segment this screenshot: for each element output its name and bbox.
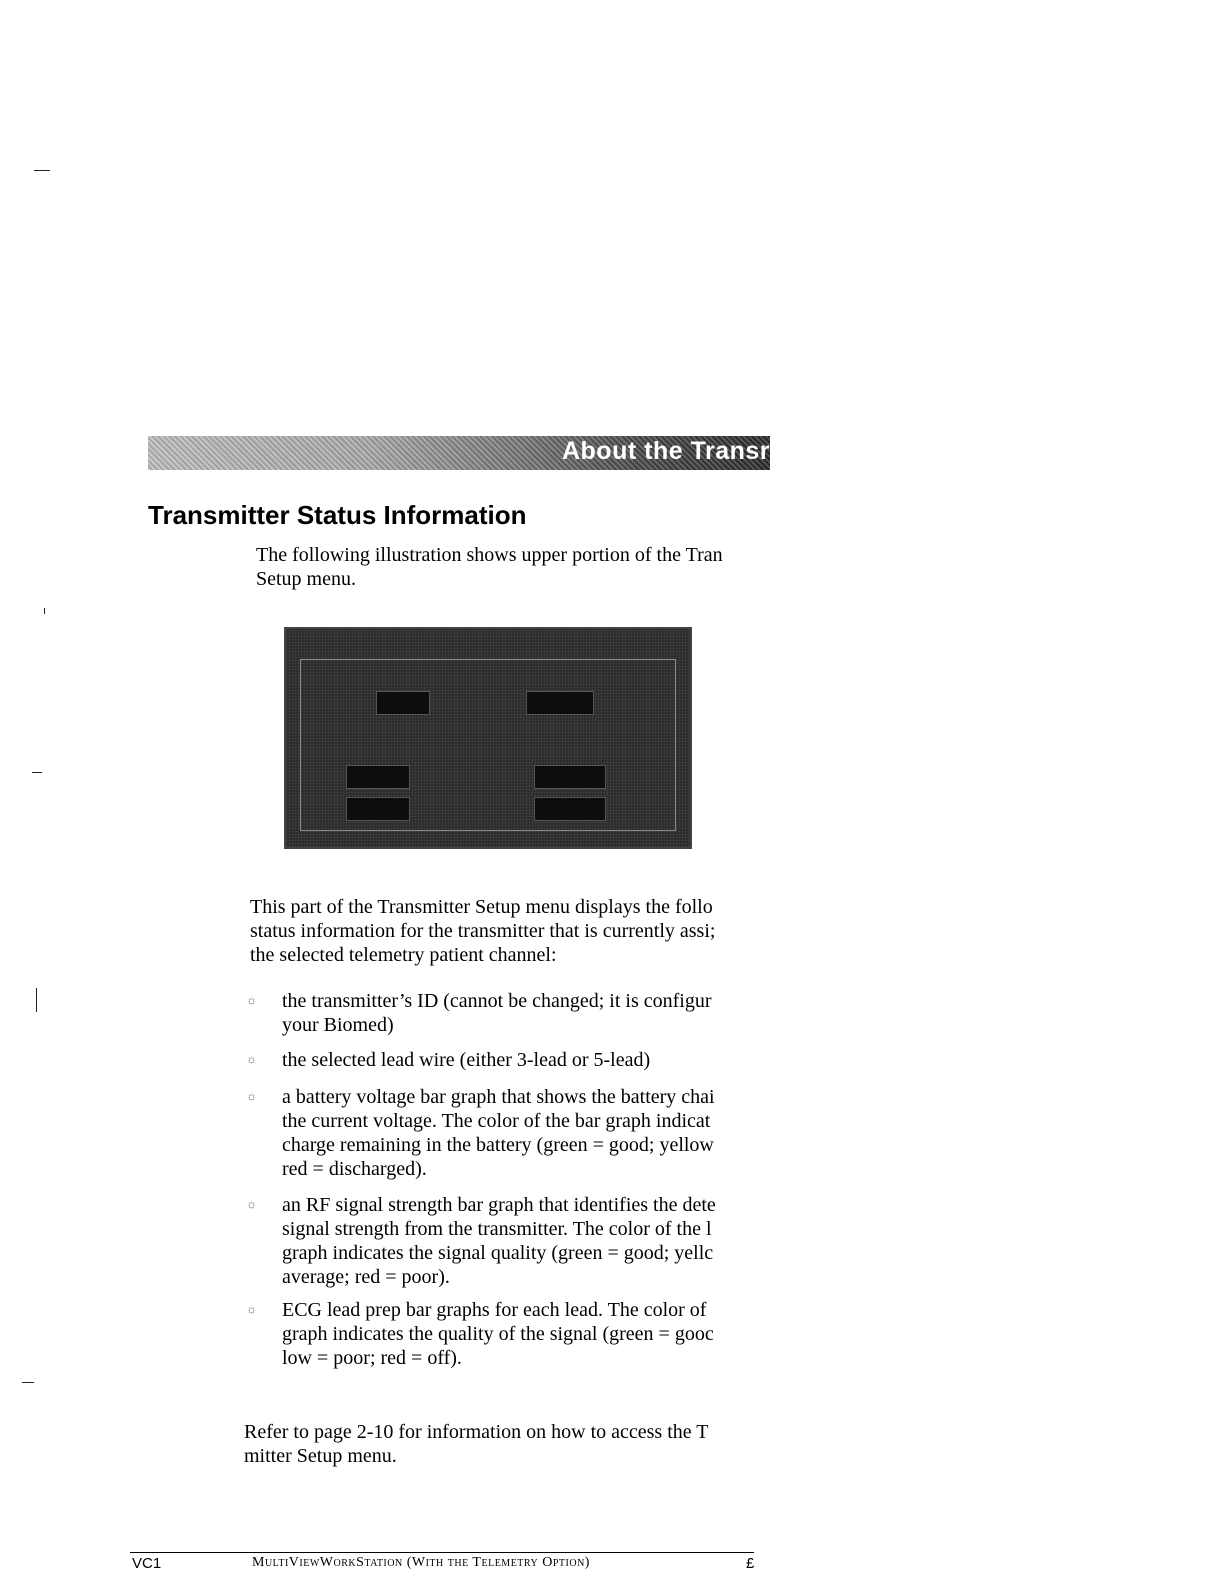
- illustration-field: [534, 797, 606, 821]
- illustration-field: [534, 765, 606, 789]
- bullet-line: a battery voltage bar graph that shows the battery chai: [282, 1086, 715, 1108]
- margin-mark: [34, 170, 50, 171]
- margin-mark: [22, 1382, 34, 1383]
- chapter-banner: [148, 436, 770, 470]
- illustration-field: [376, 691, 430, 715]
- banner-title: About the Transr: [561, 437, 770, 465]
- intro-line: The following illustration shows upper portion of the Tran: [256, 544, 723, 566]
- refer-line: Refer to page 2-10 for information on how to access the T: [244, 1421, 709, 1443]
- margin-mark: [44, 608, 45, 614]
- bullet-line: charge remaining in the battery (green = good; yellow: [282, 1134, 714, 1156]
- bullet-line: your Biomed): [282, 1014, 394, 1036]
- bullet-line: ECG lead prep bar graphs for each lead. The color of: [282, 1299, 707, 1321]
- footer-left: VC1: [132, 1555, 162, 1572]
- description-line: status information for the transmitter that is currently assi;: [250, 920, 716, 942]
- description-line: the selected telemetry patient channel:: [250, 944, 557, 966]
- bullet-line: average; red = poor).: [282, 1266, 450, 1288]
- refer-line: mitter Setup menu.: [244, 1445, 397, 1467]
- illustration-field: [526, 691, 594, 715]
- footer-right: £: [746, 1555, 755, 1572]
- margin-mark: [32, 772, 42, 773]
- bullet-line: the transmitter’s ID (cannot be changed; it is configur: [282, 990, 712, 1012]
- bullet-line: low = poor; red = off).: [282, 1347, 462, 1369]
- bullet-line: graph indicates the quality of the signal (green = gooc: [282, 1323, 714, 1345]
- bullet-line: red = discharged).: [282, 1158, 427, 1180]
- section-heading: Transmitter Status Information: [148, 500, 527, 530]
- description-line: This part of the Transmitter Setup menu displays the follo: [250, 896, 713, 918]
- bullet-icon: ☼: [246, 1052, 257, 1066]
- footer-center: MultiViewWorkStation (With the Telemetry Option): [252, 1555, 590, 1570]
- bullet-line: signal strength from the transmitter. The color of the l: [282, 1218, 712, 1240]
- transmitter-setup-illustration: [284, 627, 692, 849]
- intro-line: Setup menu.: [256, 568, 356, 590]
- bullet-icon: ☼: [246, 1089, 257, 1103]
- illustration-field: [346, 797, 410, 821]
- bullet-line: an RF signal strength bar graph that identifies the dete: [282, 1194, 716, 1216]
- bullet-icon: ☼: [246, 1197, 257, 1211]
- bullet-line: graph indicates the signal quality (green = good; yellc: [282, 1242, 714, 1264]
- margin-mark: [36, 988, 37, 1012]
- bullet-icon: ☼: [246, 1302, 257, 1316]
- bullet-line: the selected lead wire (either 3-lead or 5-lead): [282, 1049, 651, 1071]
- footer-rule: [130, 1552, 754, 1553]
- bullet-line: the current voltage. The color of the bar graph indicat: [282, 1110, 711, 1132]
- illustration-field: [346, 765, 410, 789]
- bullet-icon: ☼: [246, 993, 257, 1007]
